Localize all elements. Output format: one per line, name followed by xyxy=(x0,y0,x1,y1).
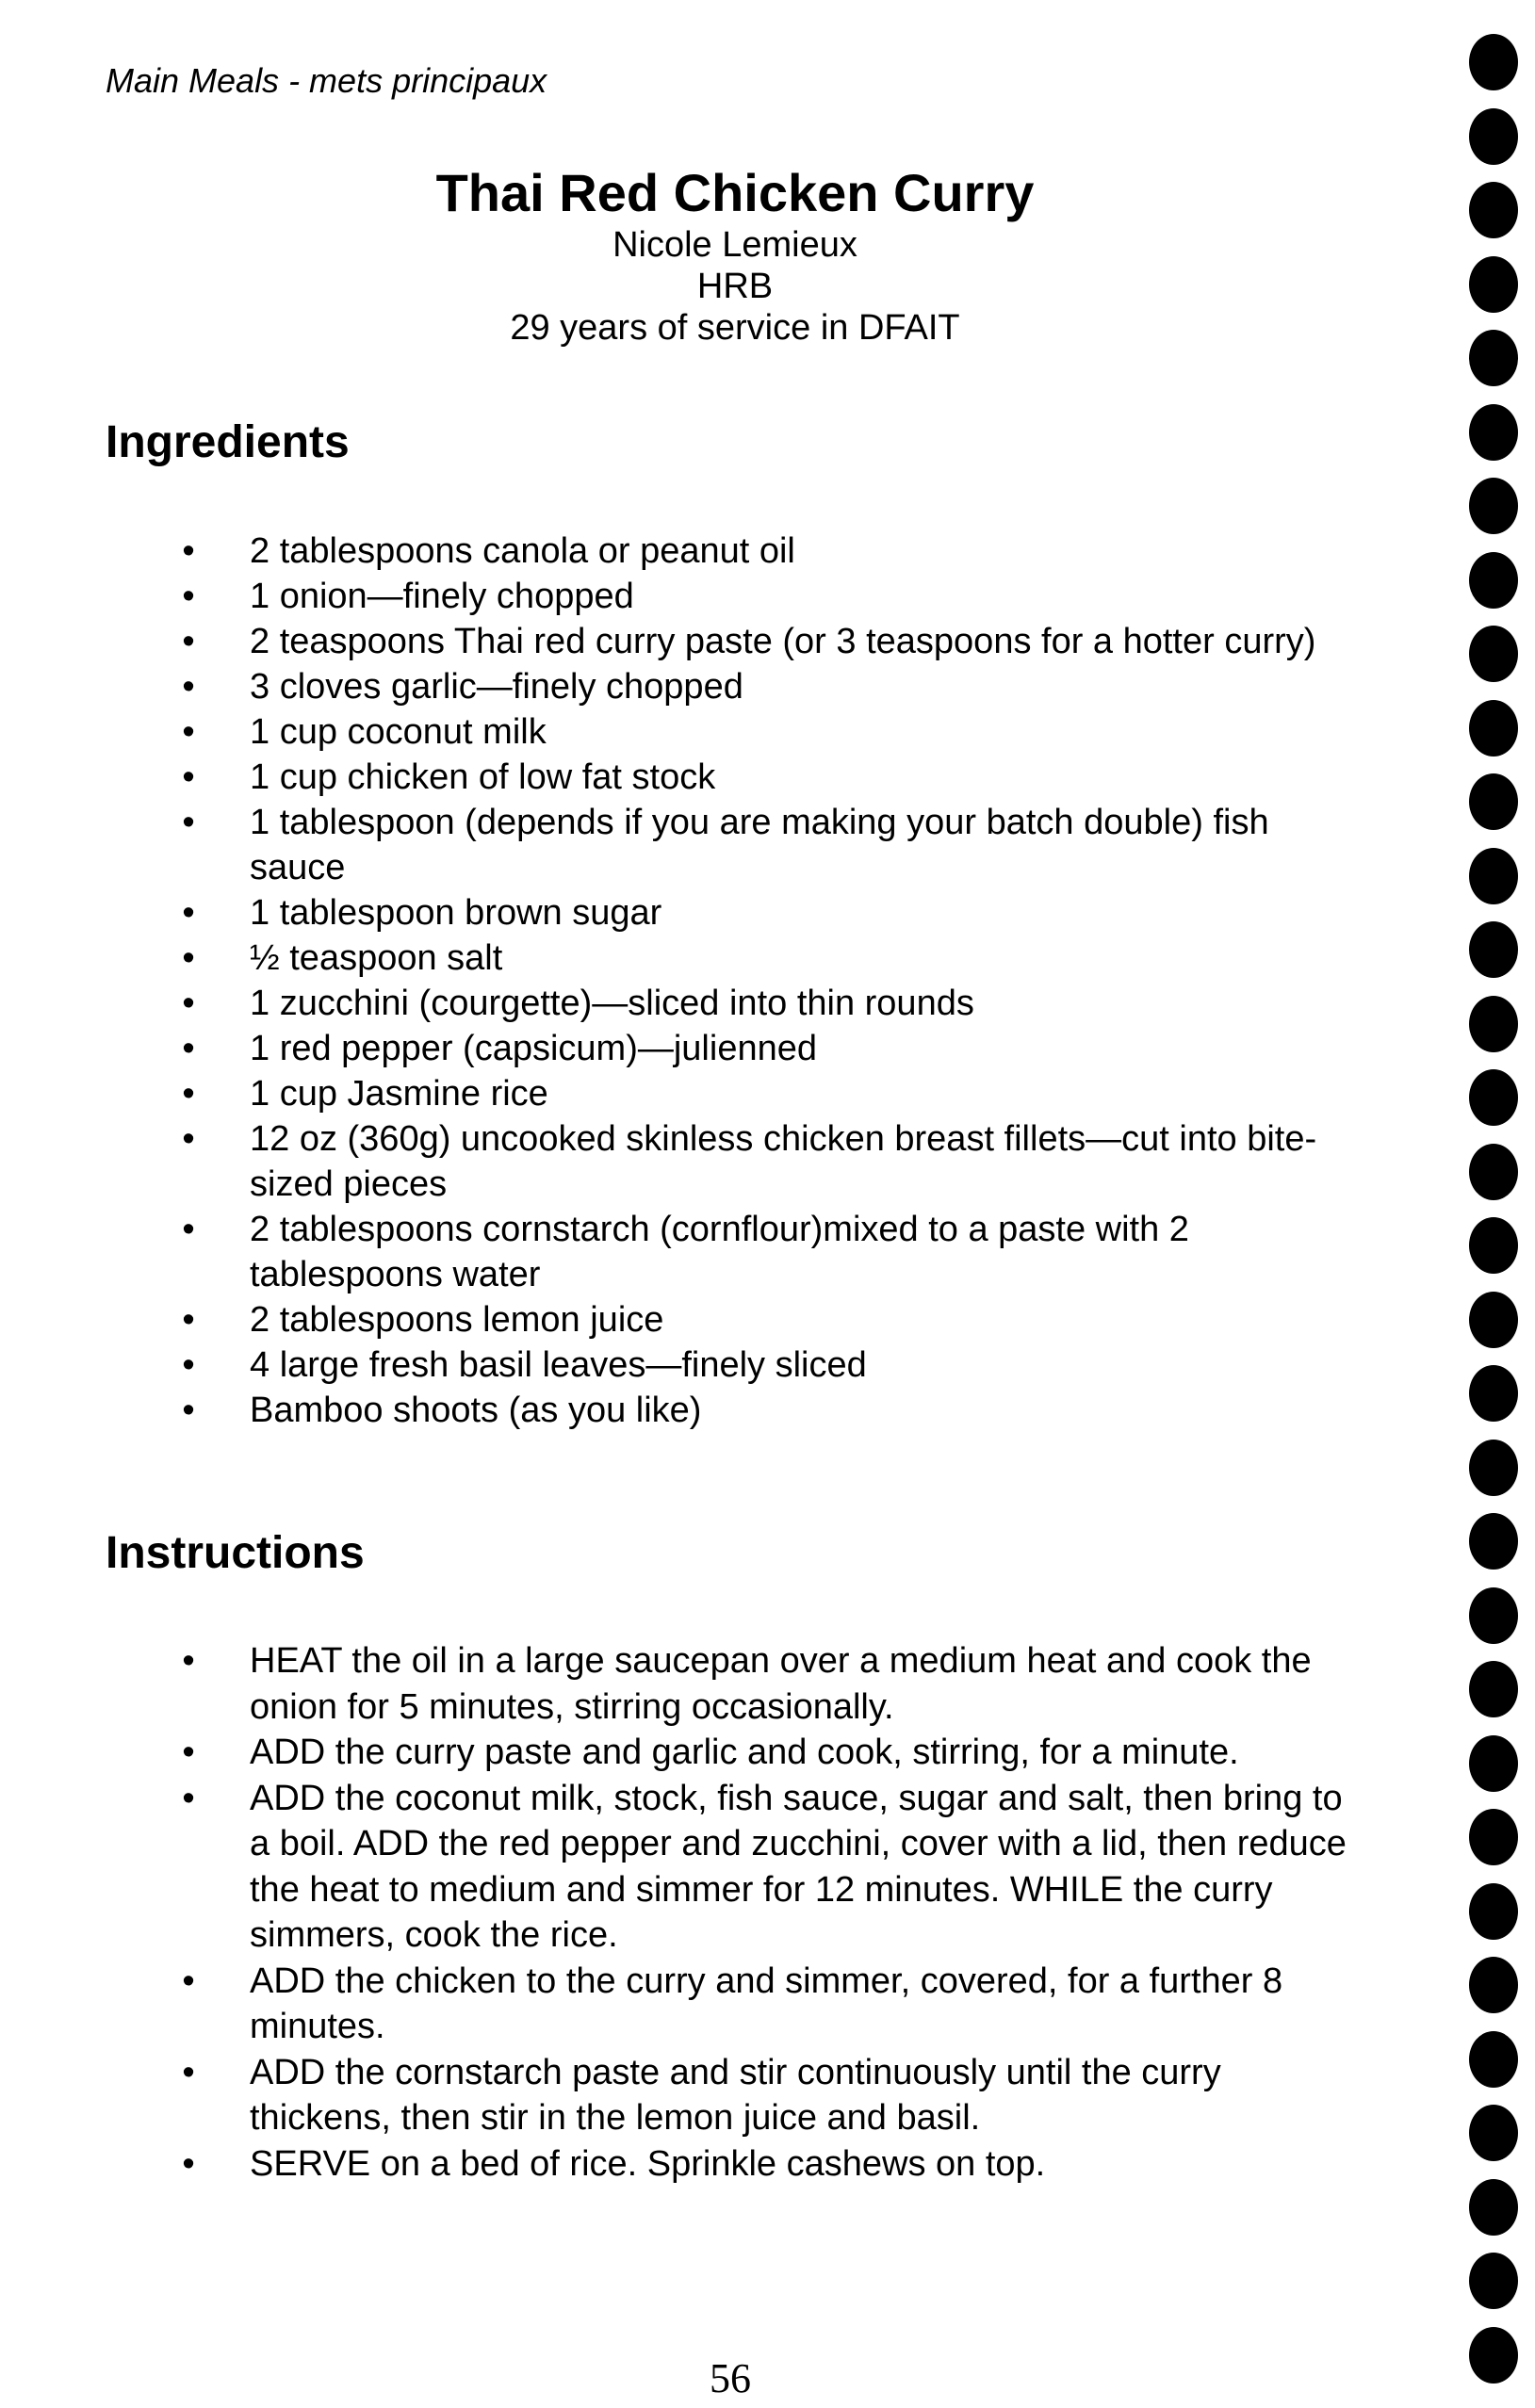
binding-hole xyxy=(1469,1365,1518,1422)
list-item xyxy=(179,574,1366,619)
ingredient-text: 2 tablespoons cornstarch (cornflour)mixed to a paste with 2 tablespoons water xyxy=(250,1210,1189,1294)
bullet-icon: • xyxy=(182,1641,195,1681)
binding-hole xyxy=(1469,2105,1518,2161)
list-item xyxy=(179,936,1366,981)
binding-hole xyxy=(1469,256,1518,313)
list-item xyxy=(179,2141,1366,2188)
instructions-heading: Instructions xyxy=(106,1528,365,1578)
binding-hole xyxy=(1469,1883,1518,1940)
list-item xyxy=(179,890,1366,936)
binding-hole xyxy=(1469,34,1518,90)
ingredient-text: 1 cup chicken of low fat stock xyxy=(250,757,716,797)
instruction-text: ADD the coconut milk, stock, fish sauce, sugar and salt, then bring to a boil. ADD the red pepper and zucchini, cover with a lid, then reduce the heat to medium and simmer for 12 minutes. WHILE the curry simmers, cook the rice. xyxy=(250,1778,1347,1955)
list-item xyxy=(179,1388,1366,1433)
binding-hole xyxy=(1469,773,1518,830)
binding-hole xyxy=(1469,2327,1518,2384)
binding-hole xyxy=(1469,700,1518,757)
binding-hole xyxy=(1469,2179,1518,2236)
instruction-text: ADD the chicken to the curry and simmer, covered, for a further 8 minutes. xyxy=(250,1961,1283,2046)
list-item xyxy=(179,1776,1366,1959)
binding-hole xyxy=(1469,1661,1518,1717)
bullet-icon: • xyxy=(182,1119,195,1159)
binding-hole xyxy=(1469,626,1518,682)
binding-hole xyxy=(1469,2031,1518,2088)
list-item xyxy=(179,1730,1366,1776)
bullet-icon: • xyxy=(182,1961,195,2001)
ingredient-text: 3 cloves garlic—finely chopped xyxy=(250,667,743,707)
list-item xyxy=(179,664,1366,709)
binding-hole xyxy=(1469,552,1518,609)
list-item xyxy=(179,800,1366,890)
list-item xyxy=(179,1638,1366,1730)
ingredient-text: 1 cup coconut milk xyxy=(250,712,547,752)
ingredient-text: 12 oz (360g) uncooked skinless chicken breast fillets—cut into bite-sized pieces xyxy=(250,1119,1317,1204)
binding-hole xyxy=(1469,1513,1518,1570)
bullet-icon: • xyxy=(182,2143,195,2184)
binding-hole xyxy=(1469,996,1518,1052)
binding-hole xyxy=(1469,404,1518,461)
list-item xyxy=(179,1026,1366,1071)
binding-hole xyxy=(1469,1069,1518,1126)
ingredient-text: 1 tablespoon brown sugar xyxy=(250,893,662,933)
list-item xyxy=(179,981,1366,1026)
ingredient-text: 1 zucchini (courgette)—sliced into thin rounds xyxy=(250,984,974,1023)
binding-hole xyxy=(1469,1735,1518,1792)
bullet-icon: • xyxy=(182,1300,195,1340)
list-item xyxy=(179,2050,1366,2141)
binding-hole xyxy=(1469,1587,1518,1644)
bullet-icon: • xyxy=(182,1210,195,1249)
binding-hole xyxy=(1469,1440,1518,1496)
bullet-icon: • xyxy=(182,1391,195,1430)
instruction-text: ADD the cornstarch paste and stir continuously until the curry thickens, then stir in the lemon juice and basil. xyxy=(250,2052,1221,2138)
bullet-icon: • xyxy=(182,938,195,978)
list-item xyxy=(179,1207,1366,1297)
recipe-department: HRB xyxy=(696,267,774,306)
bullet-icon: • xyxy=(182,757,195,797)
recipe-service: 29 years of service in DFAIT xyxy=(510,308,960,348)
instructions-list xyxy=(179,1638,1366,2187)
bullet-icon: • xyxy=(182,1778,195,1818)
binding-hole xyxy=(1469,848,1518,904)
bullet-icon: • xyxy=(182,2052,195,2092)
ingredient-text: Bamboo shoots (as you like) xyxy=(250,1391,702,1430)
ingredient-text: ½ teaspoon salt xyxy=(250,938,503,978)
list-item xyxy=(179,1959,1366,2050)
list-item xyxy=(179,529,1366,574)
ingredient-text: 1 tablespoon (depends if you are making your batch double) fish sauce xyxy=(250,803,1269,887)
recipe-title-block xyxy=(358,162,1112,349)
list-item xyxy=(179,1071,1366,1116)
instruction-text: SERVE on a bed of rice. Sprinkle cashews on top. xyxy=(250,2143,1046,2184)
bullet-icon: • xyxy=(182,1733,195,1772)
list-item xyxy=(179,619,1366,664)
list-item xyxy=(179,1342,1366,1388)
binding-hole xyxy=(1469,1292,1518,1348)
binding-hole xyxy=(1469,1144,1518,1200)
bullet-icon: • xyxy=(182,531,195,571)
instruction-text: ADD the curry paste and garlic and cook, stirring, for a minute. xyxy=(250,1733,1239,1772)
binding-hole xyxy=(1469,1217,1518,1274)
instruction-text: HEAT the oil in a large saucepan over a medium heat and cook the onion for 5 minutes, stirring occasionally. xyxy=(250,1641,1312,1727)
bullet-icon: • xyxy=(182,803,195,842)
binding-hole xyxy=(1469,182,1518,238)
ingredient-text: 2 tablespoons lemon juice xyxy=(250,1300,664,1340)
binding-hole xyxy=(1469,1957,1518,2013)
ingredient-text: 1 onion—finely chopped xyxy=(250,577,634,616)
section-header: Main Meals - mets principaux xyxy=(106,61,547,100)
ingredient-text: 2 teaspoons Thai red curry paste (or 3 teaspoons for a hotter curry) xyxy=(250,622,1316,661)
recipe-author: Nicole Lemieux xyxy=(612,225,857,265)
bullet-icon: • xyxy=(182,1345,195,1385)
ingredient-text: 4 large fresh basil leaves—finely sliced xyxy=(250,1345,867,1385)
page-number: 56 xyxy=(710,2355,751,2401)
bullet-icon: • xyxy=(182,667,195,707)
binding-hole xyxy=(1469,108,1518,165)
ingredients-list xyxy=(179,529,1366,1433)
list-item xyxy=(179,1297,1366,1342)
bullet-icon: • xyxy=(182,712,195,752)
list-item xyxy=(179,755,1366,800)
recipe-title: Thai Red Chicken Curry xyxy=(435,163,1035,222)
list-item xyxy=(179,709,1366,755)
binding-hole xyxy=(1469,330,1518,386)
ingredients-heading: Ingredients xyxy=(106,417,350,467)
binding-hole xyxy=(1469,478,1518,534)
bullet-icon: • xyxy=(182,1029,195,1068)
ingredient-text: 1 red pepper (capsicum)—julienned xyxy=(250,1029,817,1068)
bullet-icon: • xyxy=(182,984,195,1023)
binding-hole xyxy=(1469,1809,1518,1865)
list-item xyxy=(179,1116,1366,1207)
ingredient-text: 2 tablespoons canola or peanut oil xyxy=(250,531,795,571)
binding-hole xyxy=(1469,921,1518,978)
bullet-icon: • xyxy=(182,577,195,616)
bullet-icon: • xyxy=(182,893,195,933)
spiral-binding xyxy=(1465,34,1522,2408)
bullet-icon: • xyxy=(182,622,195,661)
bullet-icon: • xyxy=(182,1074,195,1114)
binding-hole xyxy=(1469,2253,1518,2309)
ingredient-text: 1 cup Jasmine rice xyxy=(250,1074,548,1114)
